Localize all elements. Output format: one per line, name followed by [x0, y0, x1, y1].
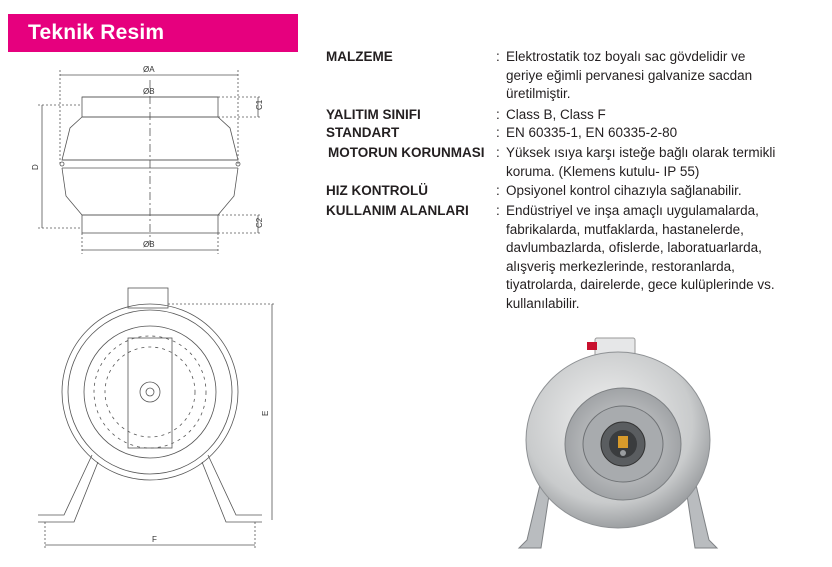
spec-label-hiz-kontrolu: HIZ KONTROLÜ	[326, 183, 428, 198]
dim-label-f: F	[152, 535, 157, 544]
dim-label-phi-b-top: ØB	[143, 87, 155, 96]
spec-value-yalitim-sinifi: Class B, Class F	[506, 107, 606, 122]
dim-label-phi-b-bottom: ØB	[143, 240, 155, 249]
terminal-label	[587, 342, 597, 350]
side-view-drawing	[38, 70, 262, 254]
front-view-drawing	[38, 288, 276, 550]
technical-drawing	[0, 0, 330, 567]
dim-label-c2: C2	[255, 217, 264, 228]
spec-colon: :	[496, 107, 500, 122]
product-photo	[505, 332, 735, 564]
spec-label-kullanim-alanlari: KULLANIM ALANLARI	[326, 203, 469, 218]
spec-colon: :	[496, 49, 500, 64]
spec-colon: :	[496, 183, 500, 198]
spec-value-standart: EN 60335-1, EN 60335-2-80	[506, 125, 678, 140]
dim-label-phi-a: ØA	[143, 65, 155, 74]
motor-label	[618, 436, 628, 448]
spec-colon: :	[496, 203, 500, 218]
dim-label-c1: C1	[255, 99, 264, 110]
dim-label-e: E	[261, 410, 270, 416]
spec-label-motorun-korunmasi: MOTORUN KORUNMASI	[328, 145, 485, 160]
dim-label-d: D	[31, 164, 40, 170]
spec-value-hiz-kontrolu: Opsiyonel kontrol cihazıyla sağlanabilir.	[506, 183, 742, 198]
spec-value-malzeme: Elektrostatik toz boyalı sac gövdelidir ve geriye eğimli pervanesi galvanize sacdan üretilmiştir.	[506, 49, 753, 101]
spec-label-standart: STANDART	[326, 125, 400, 140]
page-title: Teknik Resim	[28, 21, 165, 44]
spec-value-motorun-korunmasi: Yüksek ısıya karşı isteğe bağlı olarak termikli koruma. (Klemens kutulu- IP 55)	[506, 145, 776, 179]
spec-colon: :	[496, 125, 500, 140]
spec-label-malzeme: MALZEME	[326, 49, 393, 64]
spec-value-kullanim-alanlari: Endüstriyel ve inşa amaçlı uygulamalarda, fabrikalarda, mutfaklarda, hastanelerde, davlumbazlarda, ofislerde, laboratuarlarda, alışveriş merkezlerinde, restoranlarda, tiyatrolarda, dairelerde, gece kulüplerinde vs. kullanılabilir.	[506, 203, 775, 311]
spec-colon: :	[496, 145, 500, 160]
spec-label-yalitim-sinifi: YALITIM SINIFI	[326, 107, 421, 122]
